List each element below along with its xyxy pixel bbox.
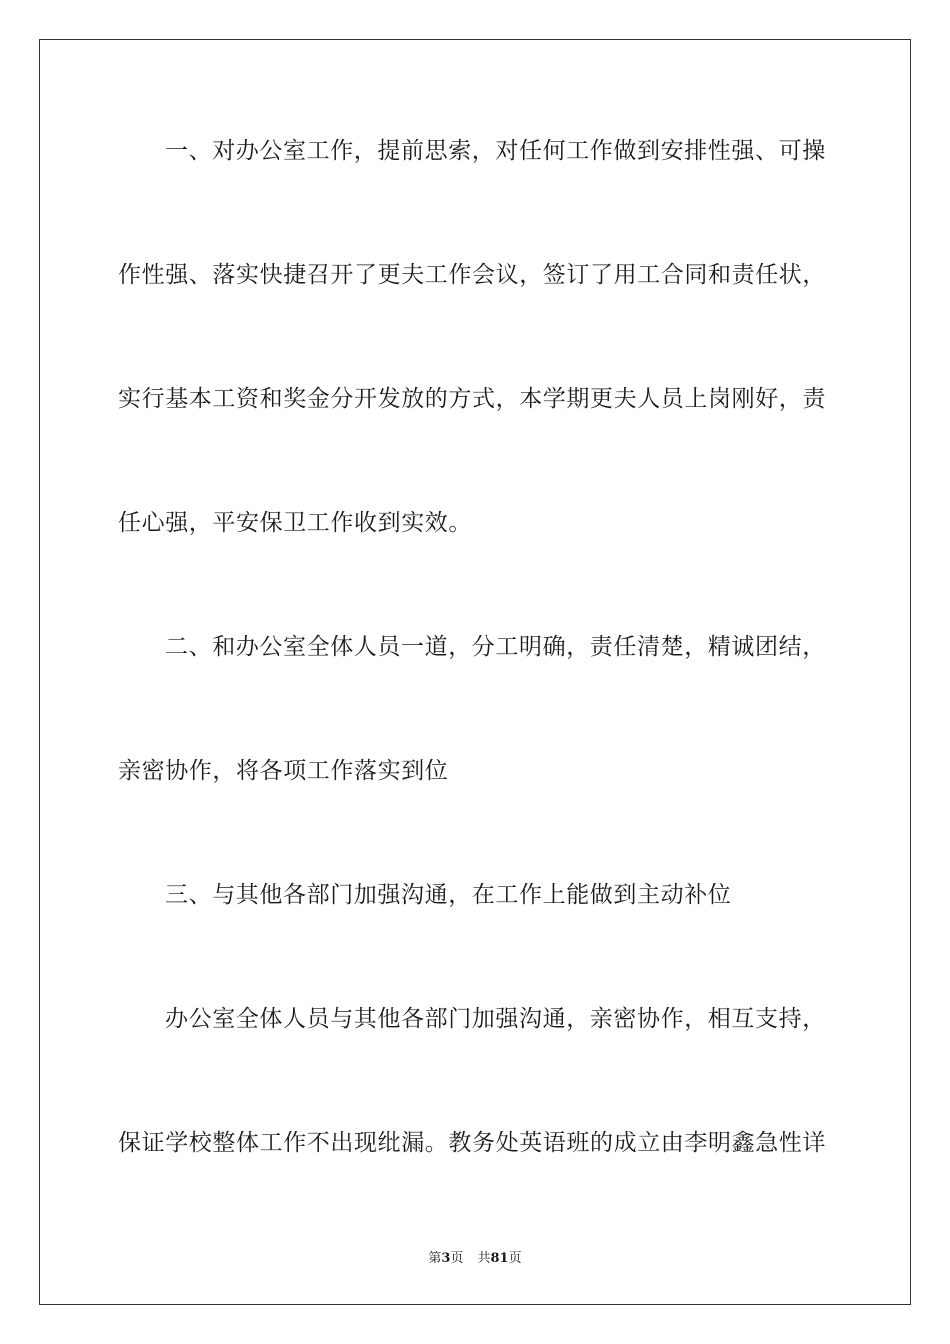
paragraph-line: 亲密协作，将各项工作落实到位 [118,758,449,784]
paragraph-line: 作性强、落实快捷召开了更夫工作会议，签订了用工合同和责任状， [118,262,826,288]
total-pages: 81 [490,1251,509,1266]
paragraph-line: 办公室全体人员与其他各部门加强沟通，亲密协作，相互支持， [165,1006,826,1032]
paragraph-line: 保证学校整体工作不出现纰漏。教务处英语班的成立由李明鑫急性详 [118,1130,826,1156]
paragraph-line: 二、和办公室全体人员一道，分工明确，责任清楚，精诚团结， [165,634,826,660]
page-prefix: 第 [428,1251,442,1266]
paragraph-line: 三、与其他各部门加强沟通，在工作上能做到主动补位 [165,882,732,908]
page-number: 3 [441,1251,451,1266]
page-frame [39,39,911,1305]
total-prefix: 共 [477,1251,491,1266]
paragraph-line: 任心强，平安保卫工作收到实效。 [118,510,472,536]
paragraph-line: 一、对办公室工作，提前思索，对任何工作做到安排性强、可操 [165,138,826,164]
paragraph-line: 实行基本工资和奖金分开发放的方式，本学期更夫人员上岗刚好，责 [118,386,826,412]
page-footer [0,1247,950,1266]
page-suffix: 页 [450,1251,464,1266]
total-suffix: 页 [508,1251,522,1266]
